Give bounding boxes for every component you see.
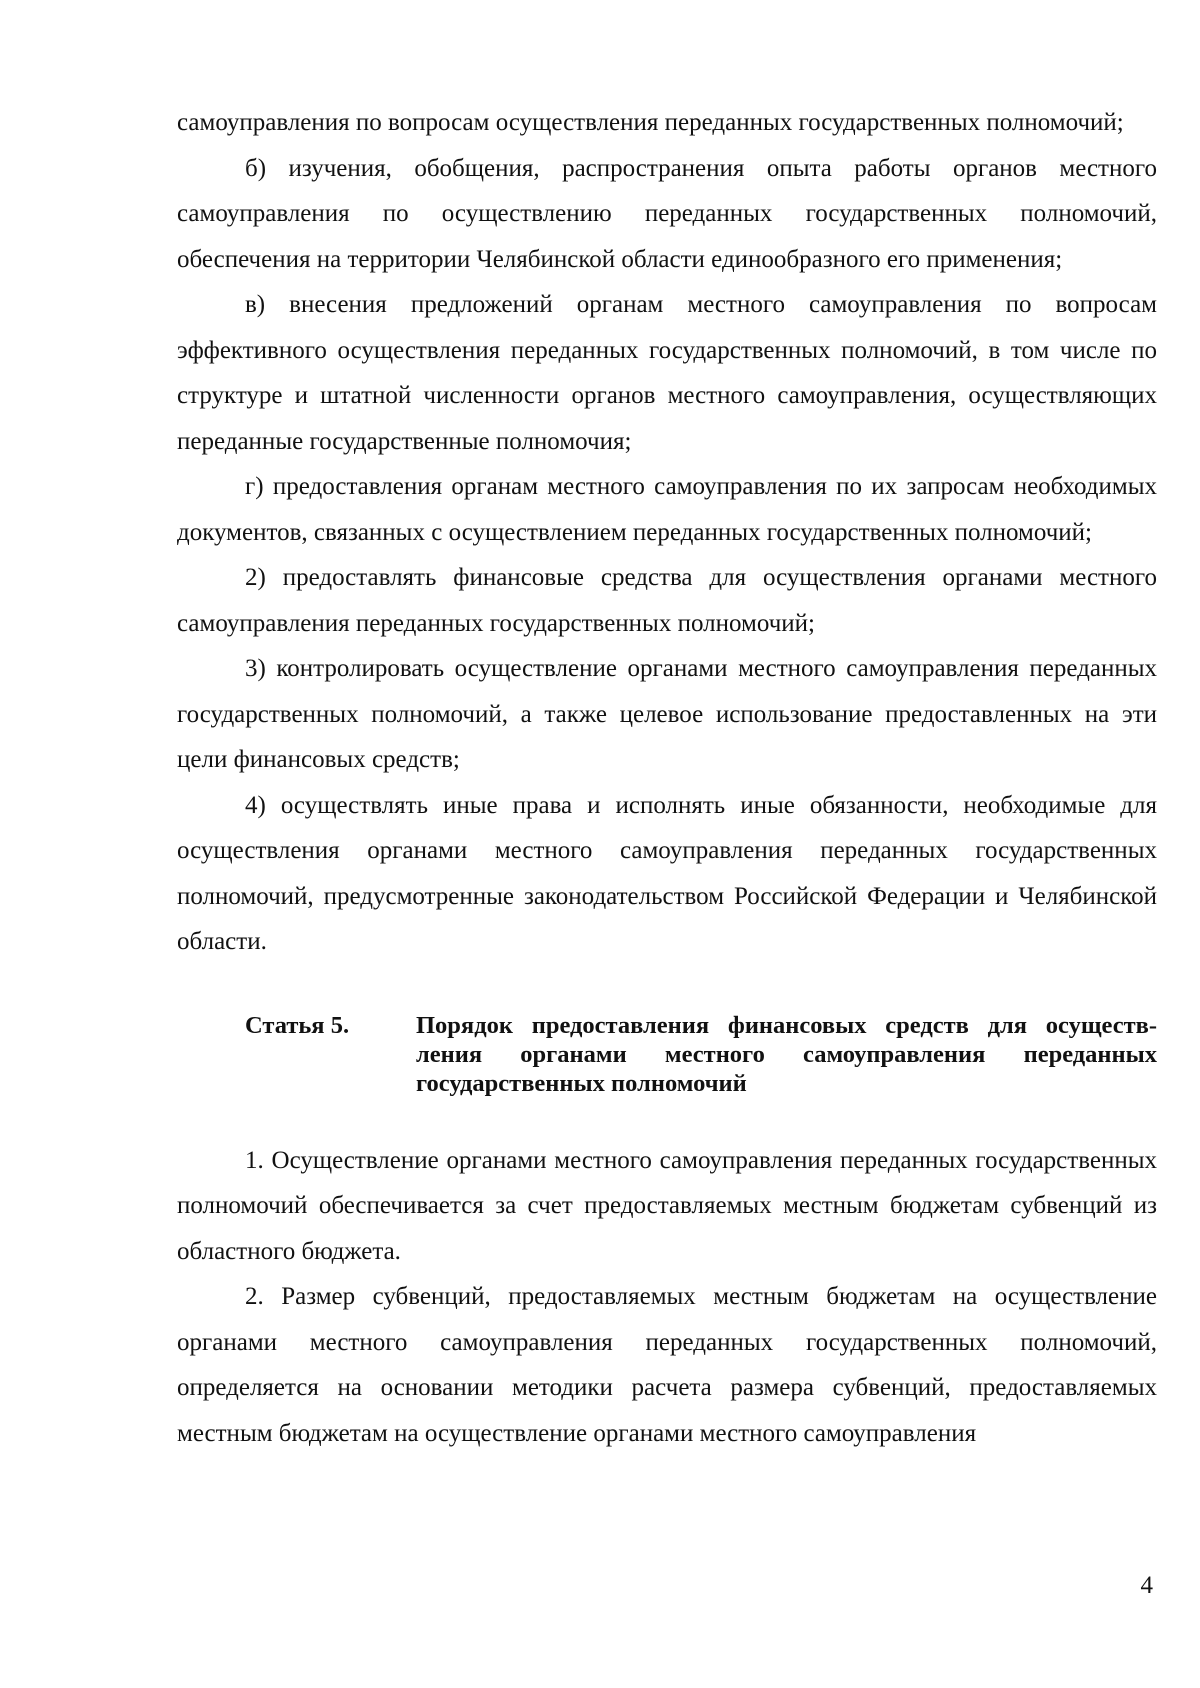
paragraph-article5-1: 1. Осуществление органами местного самоуправления переданных государственных полномочий обеспечивается за счет предоставляемых местным бюджетам субвенций из областного бюджета. — [177, 1146, 1157, 1265]
article-title: Порядок предоставления финансовых средств для осуществ-ления органами местного самоуправления переданных государственных полномочий — [416, 1011, 1157, 1097]
paragraph-article5-2: 2. Размер субвенций, предоставляемых местным бюджетам на осуществление органами местного самоуправления переданных государственных полномочий, определяется на основании методики расчета размера субвенций, предоставляемых местным бюджетам на осуществление органами местного самоуправления — [177, 1283, 1157, 1447]
document-body — [177, 100, 1157, 1456]
section-gap — [177, 965, 1157, 1011]
paragraph-item-3: 3) контролировать осуществление органами местного самоуправления переданных государственных полномочий, а также целевое использование предоставленных на эти цели финансовых средств; — [177, 655, 1157, 773]
paragraph-g: г) предоставления органам местного самоуправления по их запросам необходимых документов, связанных с осуществлением переданных государственных полномочий; — [177, 473, 1157, 546]
page-number: 4 — [1140, 1572, 1153, 1599]
paragraph-item-2: 2) предоставлять финансовые средства для осуществления органами местного самоуправления переданных государственных полномочий; — [177, 564, 1157, 637]
paragraph-b: б) изучения, обобщения, распространения опыта работы органов местного самоуправления по осуществлению переданных государственных полномочий, обеспечения на территории Челябинской области единообразного его применения; — [177, 154, 1157, 273]
paragraph-v: в) внесения предложений органам местного самоуправления по вопросам эффективного осуществления переданных государственных полномочий, в том числе по структуре и штатной численности органов местного самоуправления, осуществляющих переданные государственные полномочия; — [177, 291, 1157, 455]
paragraph-continuation: самоуправления по вопросам осуществления переданных государственных полномочий; — [177, 109, 1124, 136]
article-heading — [177, 1011, 1157, 1098]
section-gap — [177, 1098, 1157, 1138]
article-number: Статья 5. — [245, 1011, 350, 1039]
paragraph-item-4: 4) осуществлять иные права и исполнять иные обязанности, необходимые для осуществления органами местного самоуправления переданных государственных полномочий, предусмотренные законодательством Российской Федерации и Челябинской области. — [177, 791, 1157, 955]
